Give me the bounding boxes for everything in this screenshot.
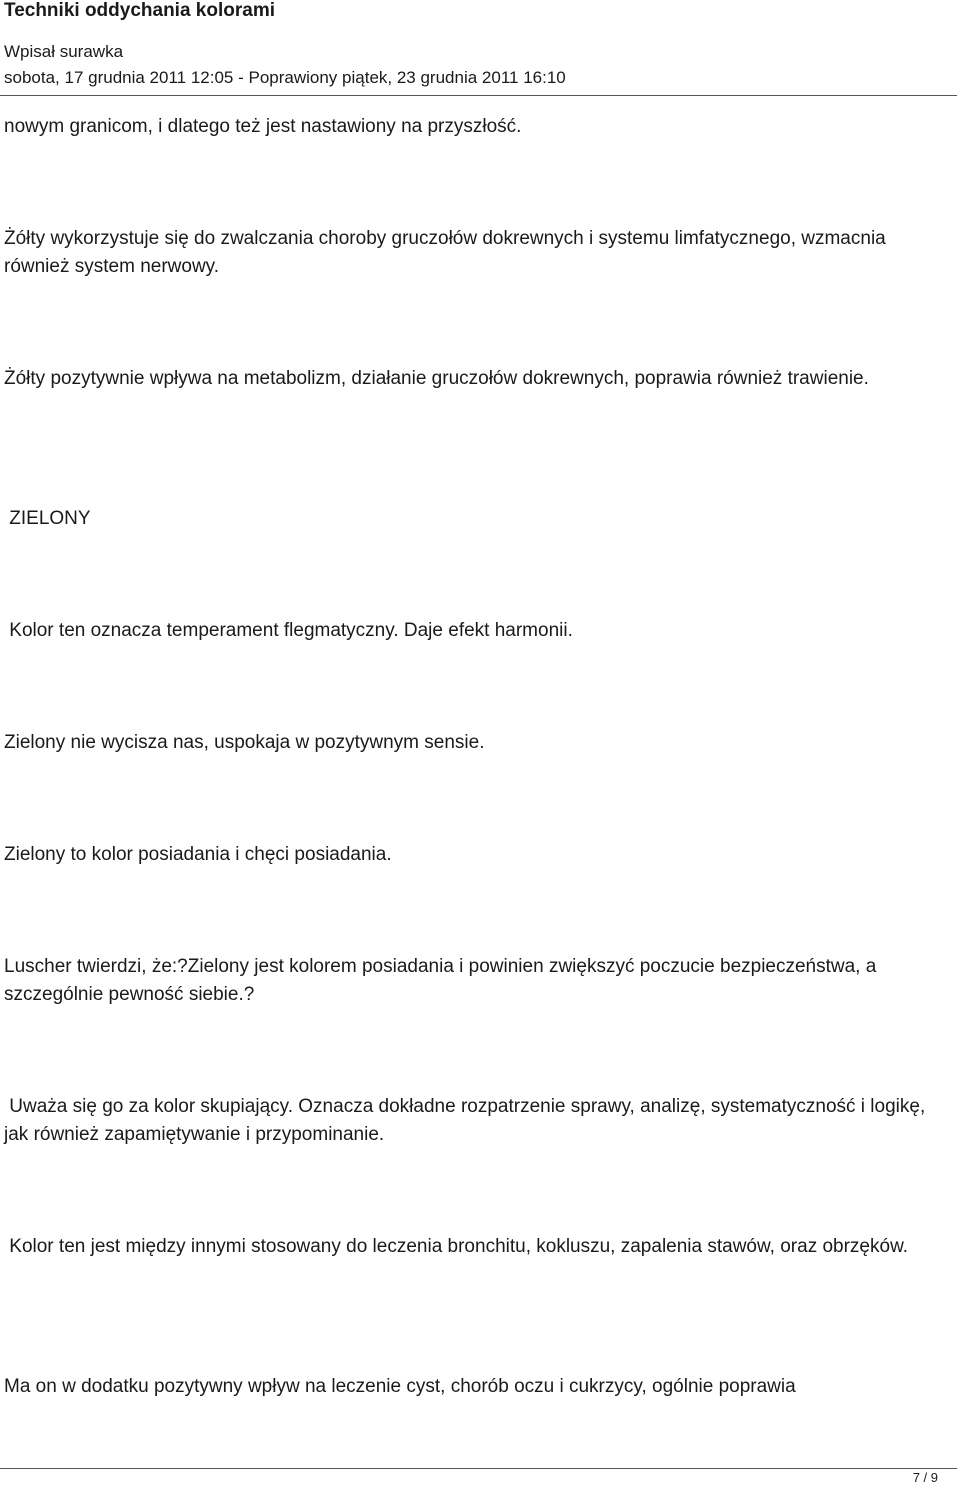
footer-divider <box>0 1468 957 1469</box>
article-author: Wpisał surawka <box>4 42 124 61</box>
article-title: Techniki oddychania kolorami <box>4 0 275 21</box>
page-number: 7 / 9 <box>912 1470 938 1485</box>
paragraph: nowym granicom, i dlatego też jest nastawiony na przyszłość. <box>4 116 522 137</box>
paragraph: Zielony nie wycisza nas, uspokaja w pozytywnym sensie. <box>4 732 485 753</box>
paragraph: Żółty pozytywnie wpływa na metabolizm, działanie gruczołów dokrewnych, poprawia również trawienie. <box>4 368 869 389</box>
article-dates: sobota, 17 grudnia 2011 12:05 - Poprawiony piątek, 23 grudnia 2011 16:10 <box>4 68 566 87</box>
header-divider <box>0 95 957 96</box>
paragraph: Uważa się go za kolor skupiający. Oznacza dokładne rozpatrzenie sprawy, analizę, systematyczność i logikę, jak również zapamiętywanie i przypominanie. <box>4 1096 931 1145</box>
paragraph: Kolor ten jest między innymi stosowany do leczenia bronchitu, kokluszu, zapalenia stawów, oraz obrzęków. <box>4 1236 909 1257</box>
paragraph: Zielony to kolor posiadania i chęci posiadania. <box>4 844 392 865</box>
paragraph: Luscher twierdzi, że:?Zielony jest kolorem posiadania i powinien zwiększyć poczucie bezpieczeństwa, a szczególnie pewność siebie.? <box>4 956 882 1005</box>
paragraph: Kolor ten oznacza temperament flegmatyczny. Daje efekt harmonii. <box>4 620 573 641</box>
paragraph: Ma on w dodatku pozytywny wpływ na leczenie cyst, chorób oczu i cukrzycy, ogólnie poprawia <box>4 1376 796 1397</box>
section-heading: ZIELONY <box>4 508 91 529</box>
paragraph: Żółty wykorzystuje się do zwalczania choroby gruczołów dokrewnych i systemu limfatycznego, wzmacnia również system nerwowy. <box>4 228 892 277</box>
